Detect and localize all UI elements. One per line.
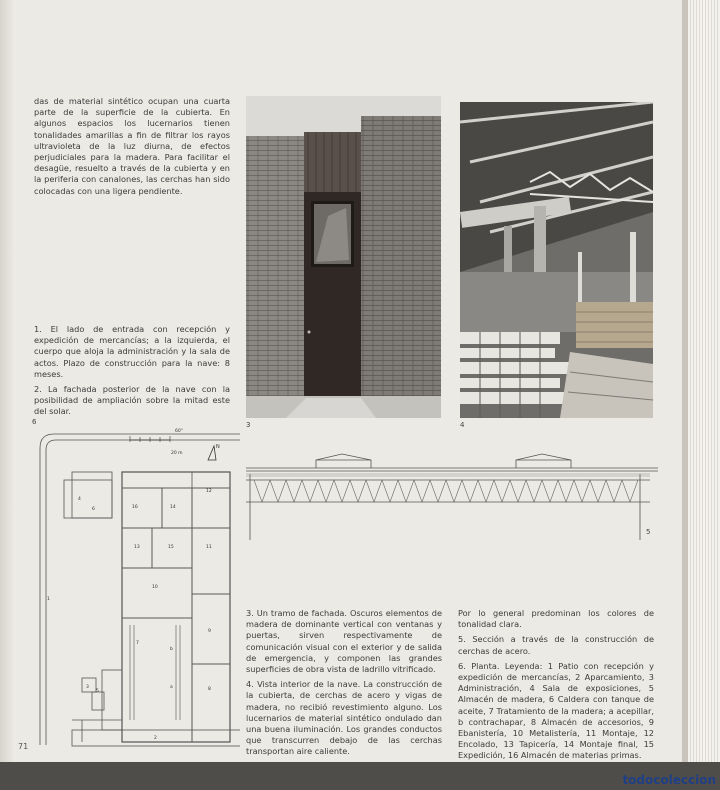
caption-5: 5. Sección a través de la construcción de cerchas de acero. bbox=[458, 634, 654, 656]
intro-paragraph: das de material sintético ocupan una cuarta parte de la superficie de la cubierta. En algunos espacios los lucernarios tienen tonalidades amarillas a fin de filtrar los rayos ultravioleta de la luz diurna, de efectos perjudiciales para la madera. Para facilitar el desagüe, resuelto a través de la cubierta y en la periferia con canalones, las cerchas han sido colocadas con una ligera pendiente. bbox=[34, 96, 230, 196]
site-plan bbox=[30, 420, 240, 760]
caption-colors: Por lo general predominan los colores de tonalidad clara. bbox=[458, 608, 654, 630]
truss-web bbox=[254, 480, 638, 502]
room-label: 3 bbox=[86, 685, 89, 690]
facade-image bbox=[246, 96, 441, 418]
room-label: 4 bbox=[78, 497, 81, 502]
room-label: 16 bbox=[132, 505, 138, 510]
room-label: 5 bbox=[96, 689, 99, 694]
photo-facade bbox=[246, 96, 441, 418]
photo-4-label: 4 bbox=[460, 421, 465, 429]
room-label: 15 bbox=[168, 545, 174, 550]
caption-3-block bbox=[246, 608, 442, 762]
interior-image bbox=[460, 102, 653, 418]
photo-interior bbox=[460, 102, 653, 418]
caption-3: 3. Un tramo de fachada. Oscuros elementos de madera de dominante vertical con ventanas y puertas, sirven respectivamente de comunicación visual con el exterior y de salida de emergencia, y componen las grandes superficies de obra vista de ladrillo vitrificado. bbox=[246, 608, 442, 675]
captions-left bbox=[34, 324, 230, 422]
figure-6-label: 6 bbox=[32, 418, 37, 426]
page-edges bbox=[682, 0, 720, 790]
plan-scale-bar bbox=[130, 428, 183, 456]
north-arrow-icon bbox=[208, 444, 220, 460]
watermark: todocoleccion bbox=[622, 773, 716, 787]
caption-1: 1. El lado de entrada con recepción y expedición de mercancías; a la izquierda, el cuerpo que aloja la administración y la sala de actos. Plazo de construcción para la nave: 8 meses. bbox=[34, 324, 230, 379]
site-boundary bbox=[40, 434, 240, 745]
room-label: a bbox=[170, 685, 173, 690]
room-label: 2 bbox=[154, 736, 157, 741]
room-label: 12 bbox=[206, 489, 212, 494]
room-label: 7 bbox=[136, 641, 139, 646]
book-cover-edge bbox=[0, 762, 720, 790]
room-label: 14 bbox=[170, 505, 176, 510]
intro-text bbox=[34, 96, 230, 201]
room-label: 11 bbox=[206, 545, 212, 550]
page-number: 71 bbox=[18, 742, 29, 751]
svg-text:N: N bbox=[216, 444, 220, 450]
caption-right-block bbox=[458, 608, 654, 766]
room-label: b bbox=[170, 647, 173, 652]
room-label: 13 bbox=[134, 545, 140, 550]
page-gutter bbox=[0, 0, 14, 775]
caption-6: 6. Planta. Leyenda: 1 Patio con recepción y expedición de mercancías, 2 Aparcamiento, 3 Administración, 4 Sala de exposiciones, 5 Almacén de madera, 6 Caldera con tanque de aceite, 7 Tratamiento de la madera; a acepillar, b contrachapar, 8 Almacén de accesorios, 9 Ebanistería, 10 Metalistería, 11 Montaje, 12 Encolado, 13 Tapicería, 14 Montaje final, 15 Expedición, 16 Almacén de materias primas. bbox=[458, 660, 654, 761]
room-label: 6 bbox=[92, 507, 95, 512]
figure-5-label: 5 bbox=[646, 528, 651, 536]
photo-3-label: 3 bbox=[246, 421, 251, 429]
room-label: 1 bbox=[47, 597, 50, 602]
caption-2: 2. La fachada posterior de la nave con la posibilidad de ampliación sobre la mitad este del solar. bbox=[34, 384, 230, 417]
angle-label: 60° bbox=[175, 429, 183, 434]
caption-4: 4. Vista interior de la nave. La construcción de la cubierta, de cerchas de acero y vigas de madera, no recibió revestimiento alguno. Los lucernarios de material sintético ondulado dan una buena iluminación. Los grandes conductos que transcurren debajo de las cerchas transportan aire caliente. bbox=[246, 679, 442, 757]
room-label: 8 bbox=[208, 687, 211, 692]
truss-section bbox=[246, 440, 658, 540]
scale-label: 20 m bbox=[171, 451, 183, 456]
room-label: 10 bbox=[152, 585, 158, 590]
room-label: 9 bbox=[208, 629, 211, 634]
